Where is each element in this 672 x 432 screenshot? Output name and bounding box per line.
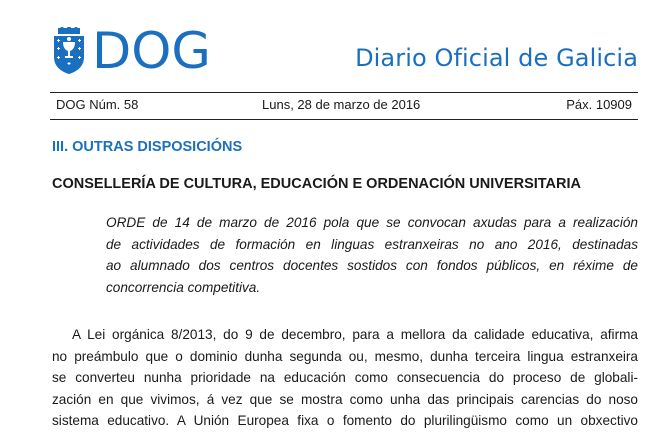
order-line: concorrencia competitiva. xyxy=(106,279,261,295)
order-line: ORDE de 14 de marzo de 2016 pola que se convocan axudas para a realización xyxy=(106,215,638,230)
body-paragraph xyxy=(52,324,638,432)
issue-meta-row xyxy=(56,97,632,117)
header-divider xyxy=(50,92,638,93)
body-line: A Lei orgánica 8/2013, do 9 de decembro, para a mellora da calidade educativa, afirma xyxy=(72,327,638,342)
logo-text: DOG xyxy=(92,22,211,80)
issue-date: Luns, 28 de marzo de 2016 xyxy=(262,97,421,112)
ministry-heading: CONSELLERÍA DE CULTURA, EDUCACIÓN E ORDENACIÓN UNIVERSITARIA xyxy=(52,176,581,192)
order-summary xyxy=(106,212,638,298)
issue-number: DOG Núm. 58 xyxy=(56,97,139,112)
dog-logo xyxy=(50,22,211,80)
body-line: no preámbulo que o dominio dunha segunda ou, mesmo, dunha terceira lingua estranxeira xyxy=(52,348,638,364)
body-line: se converteu nunha prioridade na educación como consecuencia do proceso de globali- xyxy=(52,370,638,385)
section-title: III. OUTRAS DISPOSICIÓNS xyxy=(52,139,243,155)
journal-name: Diario Oficial de Galicia xyxy=(355,44,638,72)
order-line: ao alumnado dos centros docentes sostidos con fondos públicos, en réxime de xyxy=(106,258,638,273)
body-line: zación en que vivimos, á vez que se mostra como unha das principais carencias do noso xyxy=(52,391,638,407)
order-line: de actividades de formación en linguas estranxeiras no ano 2016, destinadas xyxy=(106,236,638,252)
meta-divider xyxy=(50,119,638,120)
body-line: sistema educativo. A Unión Europea fixa o fomento do plurilingüismo como un obxectivo xyxy=(52,413,638,428)
page-number: Páx. 10909 xyxy=(566,97,632,112)
galicia-coat-of-arms-icon xyxy=(50,27,88,75)
